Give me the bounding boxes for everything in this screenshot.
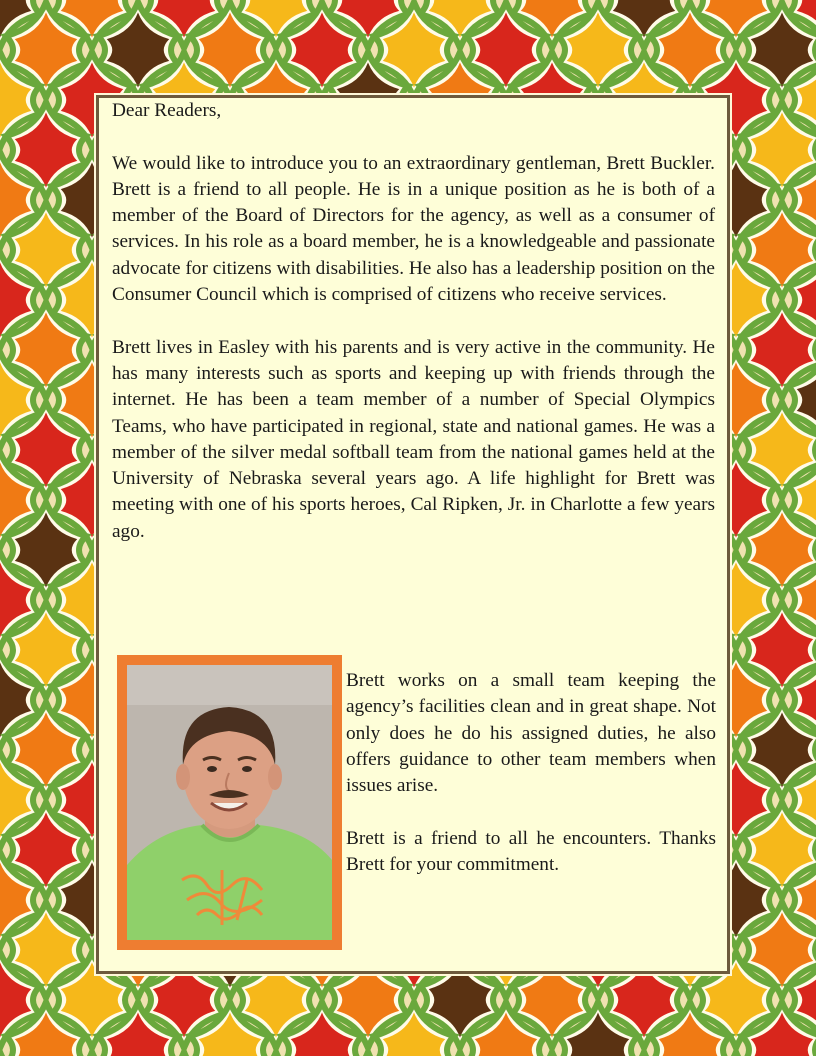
portrait-photo <box>127 665 332 940</box>
paragraph-work: Brett works on a small team keeping the agency’s facilities clean and in great shape. Not only does he do his assigned duties, he also offers guidance to other team members when issues arise. <box>346 670 716 797</box>
salutation: Dear Readers, <box>112 100 222 121</box>
letter-body <box>112 98 715 545</box>
side-text <box>346 668 716 878</box>
portrait-illustration <box>127 665 332 940</box>
letter-card <box>96 95 730 974</box>
photo-frame <box>117 655 342 950</box>
paragraph-introduction: We would like to introduce you to an extraordinary gentleman, Brett Buckler. Brett is a friend to all people. He is in a unique position as he is both of a member of the Board of Directors for the agency, as well as a consumer of services. In his role as a board member, he is a knowledgeable and passionate advocate for citizens with disabilities. He also has a leadership position on the Consumer Council which is comprised of citizens who receive services. <box>112 152 715 306</box>
paragraph-closing: Brett is a friend to all he encounters. Thanks Brett for your commitment. <box>346 827 716 876</box>
paragraph-interests: Brett lives in Easley with his parents and is very active in the community. He has many interests such as sports and keeping up with friends through the internet. He has been a team member of a number of Special Olympics Teams, who have participated in regional, state and national games. He was a member of the silver medal softball team from the national games held at the University of Nebraska several years ago. A life highlight for Brett was meeting with one of his sports heroes, Cal Ripken, Jr. in Charlotte a few years ago. <box>112 336 715 542</box>
